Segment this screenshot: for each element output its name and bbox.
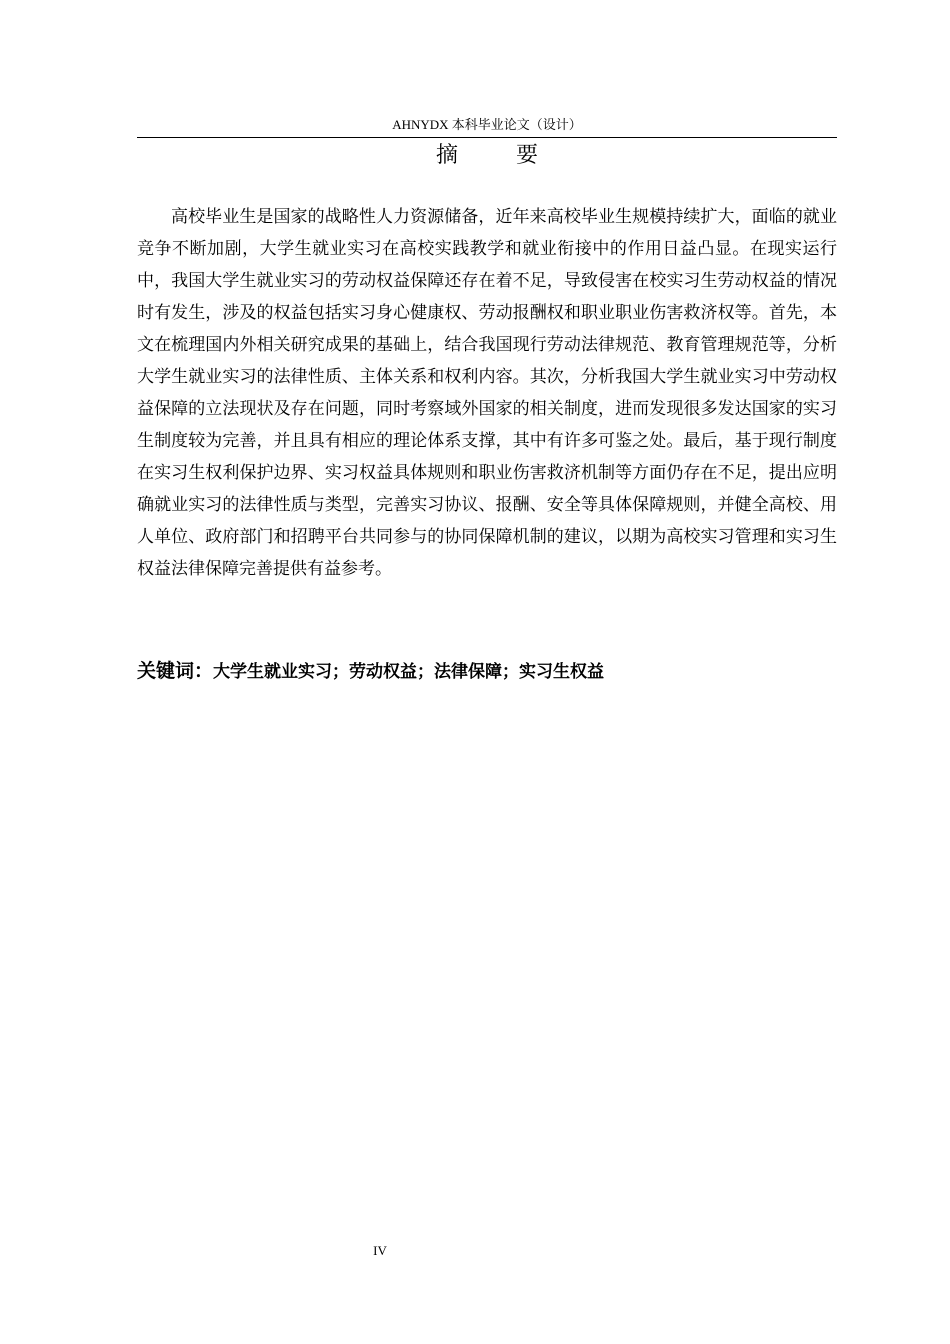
keywords-label: 关键词： [137,660,214,682]
abstract-body: 高校毕业生是国家的战略性人力资源储备，近年来高校毕业生规模持续扩大，面临的就业竞争不断加剧，大学生就业实习在高校实践教学和就业衔接中的作用日益凸显。在现实运行中，我国大学生就业实习的劳动权益保障还存在着不足，导致侵害在校实习生劳动权益的情况时有发生，涉及的权益包括实习身心健康权、劳动报酬权和职业职业伤害救济权等。首先，本文在梳理国内外相关研究成果的基础上，结合我国现行劳动法律规范、教育管理规范等，分析大学生就业实习的法律性质、主体关系和权利内容。其次，分析我国大学生就业实习中劳动权益保障的立法现状及存在问题，同时考察域外国家的相关制度，进而发现很多发达国家的实习生制度较为完善，并且具有相应的理论体系支撑，其中有许多可鉴之处。最后，基于现行制度在实习生权利保护边界、实习权益具体规则和职业伤害救济机制等方面仍存在不足，提出应明确就业实习的法律性质与类型，完善实习协议、报酬、安全等具体保障规则，并健全高校、用人单位、政府部门和招聘平台共同参与的协同保障机制的建议，以期为高校实习管理和实习生权益法律保障完善提供有益参考。 [137,207,837,579]
header-divider [137,137,837,138]
keywords-value: 大学生就业实习；劳动权益；法律保障；实习生权益 [213,662,605,682]
page-number: IV [373,1243,387,1258]
abstract-title: 摘 要 [435,143,556,168]
running-header: AHNYDX 本科毕业论文（设计） [392,117,582,132]
keywords-line [137,656,837,687]
